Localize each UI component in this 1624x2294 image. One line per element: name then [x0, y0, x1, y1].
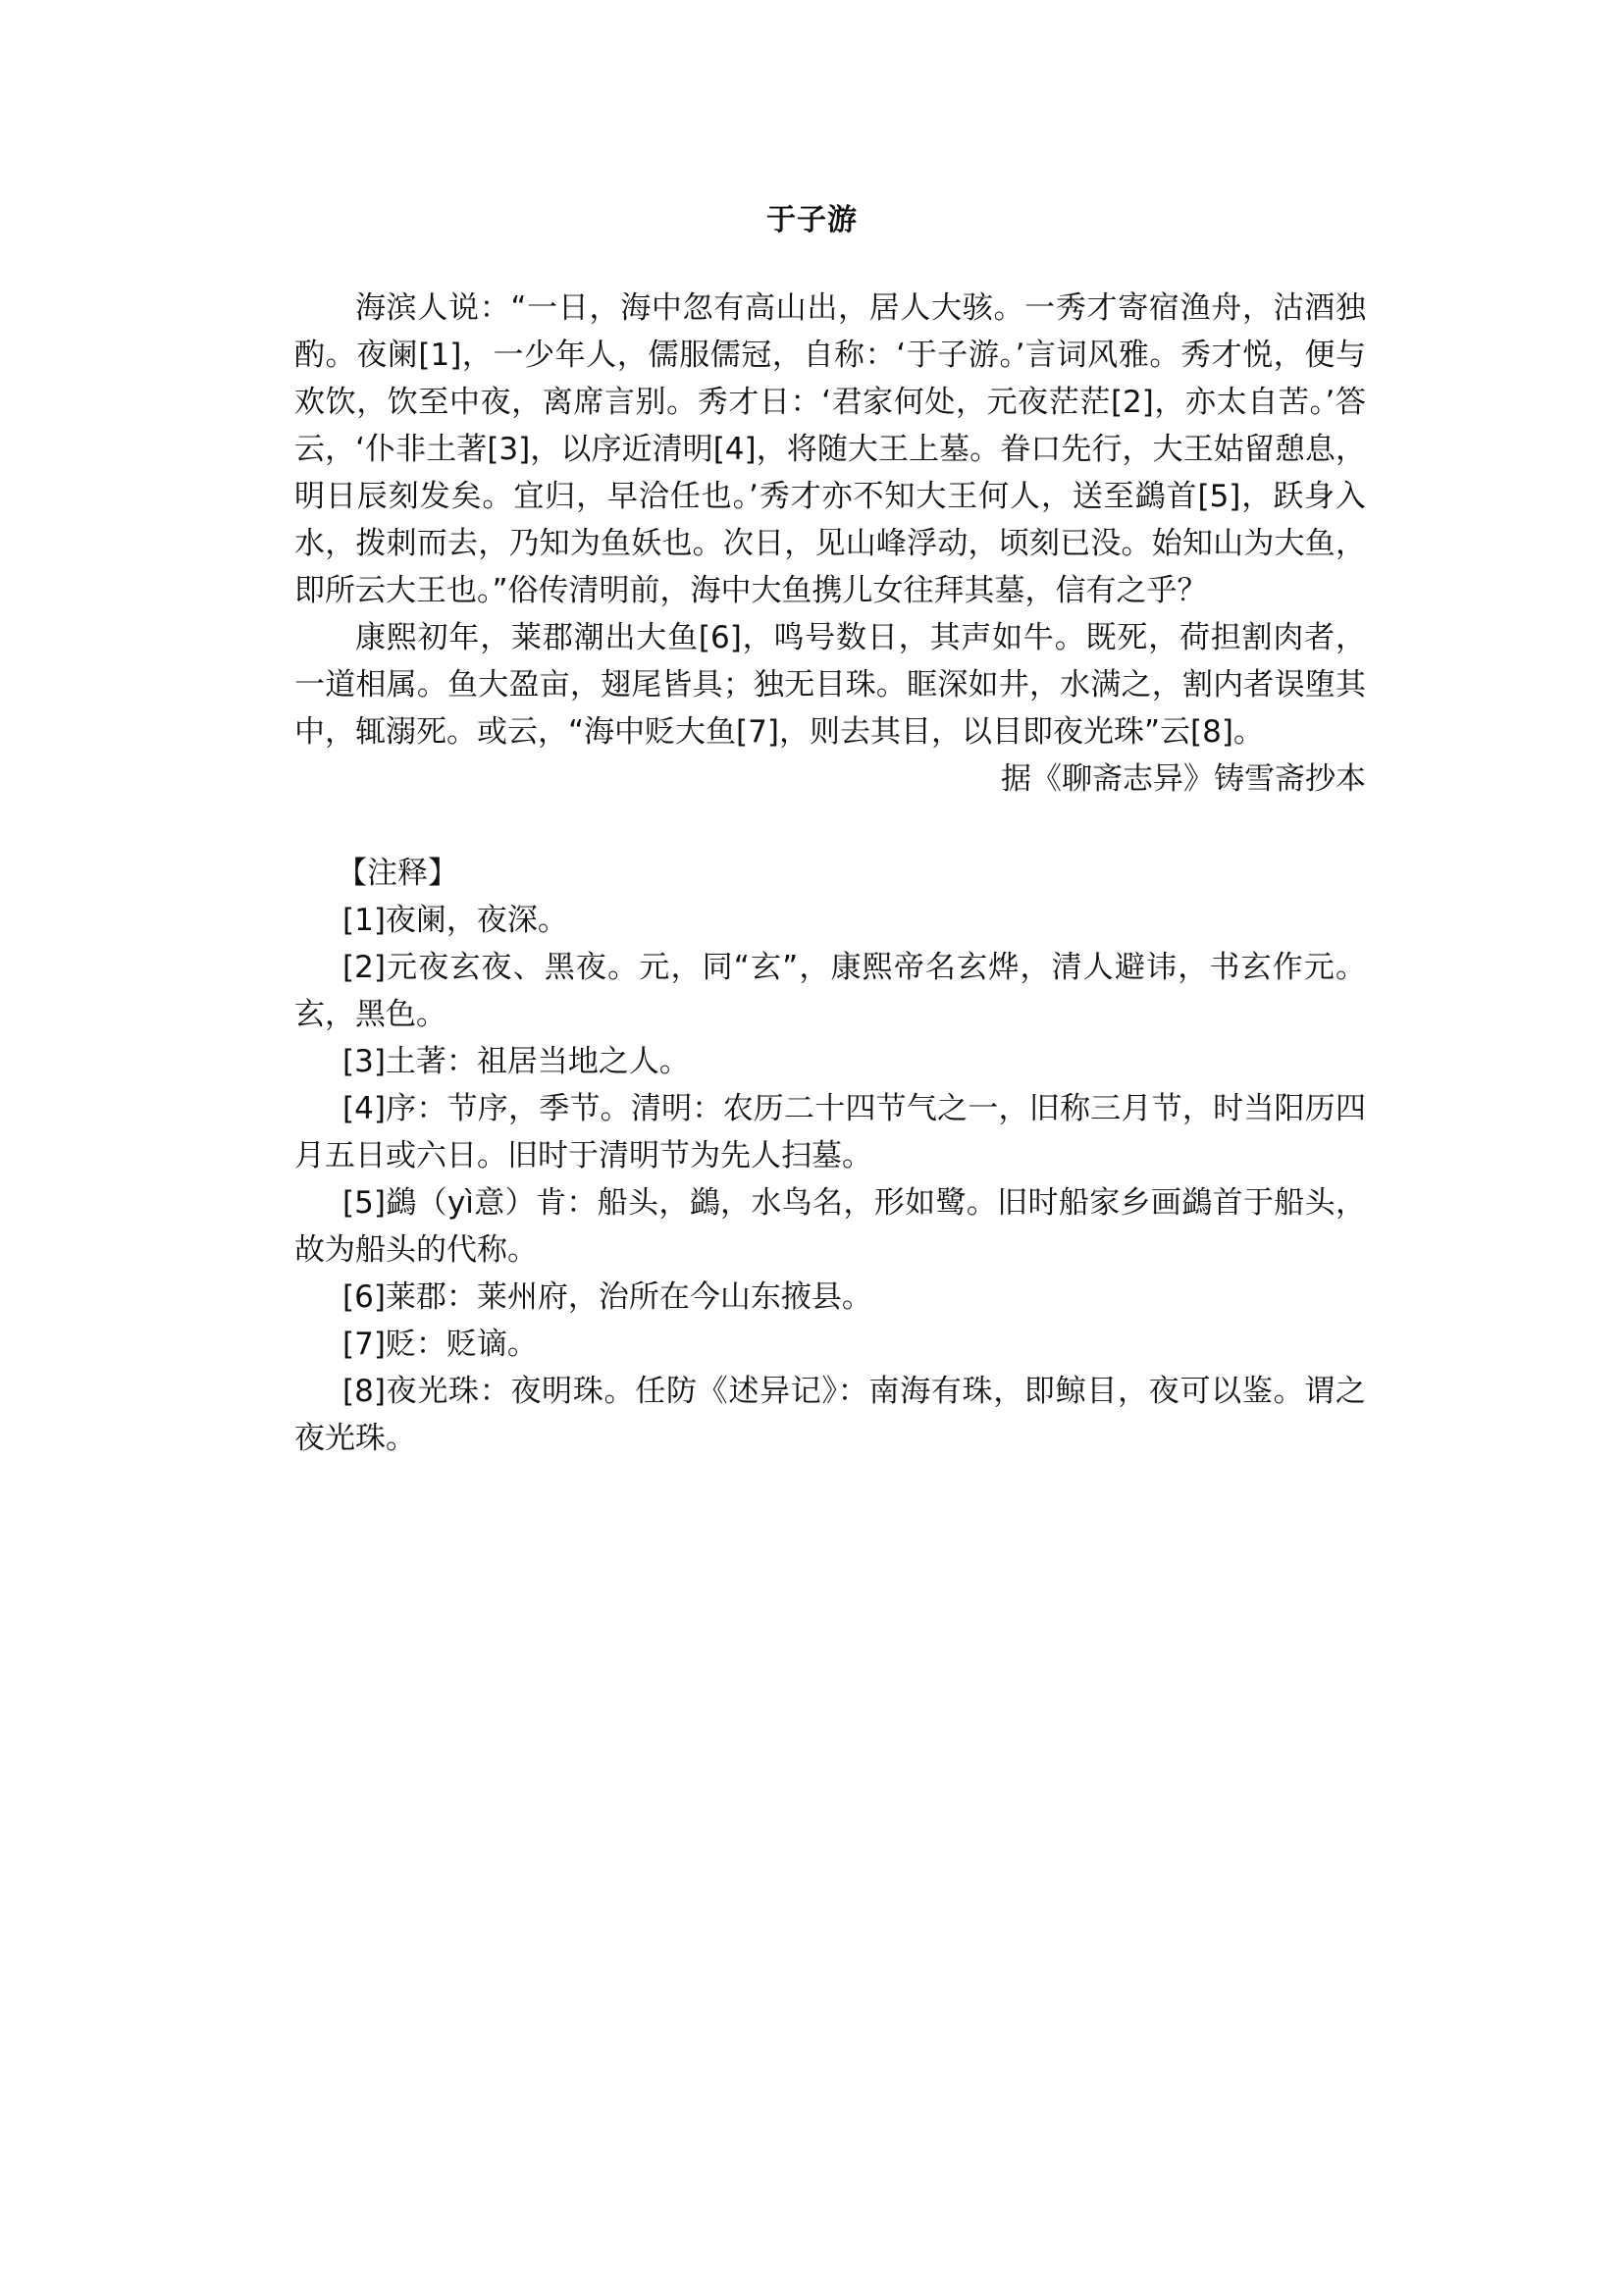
- annotation-item-1: [1]夜阑，夜深。: [342, 903, 568, 938]
- annotation-item-4: [4]序：节序，季节。清明：农历二十四节气之一，旧称三月节，时当阳历四月五日或六日。旧时于清明节为先人扫墓。: [294, 1091, 1366, 1173]
- page-title: 于子游: [766, 203, 858, 237]
- annotation-item-3: [3]土著：祖居当地之人。: [342, 1044, 690, 1079]
- story-paragraph-1: 海滨人说：“一日，海中忽有高山出，居人大骇。一秀才寄宿渔舟，沽酒独酌。夜阑[1]，一少年人，儒服儒冠，自称：‘于子游。’言词风雅。秀才悦，便与欢饮，饮至中夜，离席言别。秀才日：‘君家何处，元夜茫茫[2]，亦太自苦。’答云，‘仆非土著[3]，以序近清明[4]，将随大王上墓。眷口先行，大王姑留憩息，明日辰刻发矣。宜归，早洽任也。’秀才亦不知大王何人，送至鷁首[5]，跃身入水，拨刺而去，乃知为鱼妖也。次日，见山峰浮动，顷刻已没。始知山为大鱼，即所云大王也。”俗传清明前，海中大鱼携儿女往拜其墓，信有之乎？: [294, 290, 1366, 608]
- annotation-item-7: [7]贬：贬谪。: [342, 1327, 538, 1362]
- story-body: [294, 285, 1366, 803]
- annotation-item-8: [8]夜光珠：夜明珠。任防《述异记》：南海有珠，即鲸目，夜可以鉴。谓之夜光珠。: [294, 1374, 1366, 1456]
- annotations-section: [294, 850, 1366, 1462]
- annotations-heading: 【注释】: [337, 856, 458, 891]
- annotation-item-6: [6]莱郡：莱州府，治所在今山东掖县。: [342, 1279, 872, 1315]
- story-paragraph-2: 康熙初年，莱郡潮出大鱼[6]，鸣号数日，其声如牛。既死，荷担割肉者，一道相属。鱼大盈亩，翅尾皆具；独无目珠。眶深如井，水满之，割内者误堕其中，辄溺死。或云，“海中贬大鱼[7]，则去其目，以目即夜光珠”云[8]。: [294, 620, 1366, 750]
- source-citation: 据《聊斋志异》铸雪斋抄本: [1001, 761, 1366, 797]
- annotation-item-2: [2]元夜玄夜、黑夜。元，同“玄”，康熙帝名玄烨，清人避讳，书玄作元。玄，黑色。: [294, 950, 1366, 1032]
- annotation-item-5: [5]鷁（yì意）肯：船头，鷁，水鸟名，形如鹭。旧时船家乡画鷁首于船头，故为船头的代称。: [294, 1185, 1366, 1268]
